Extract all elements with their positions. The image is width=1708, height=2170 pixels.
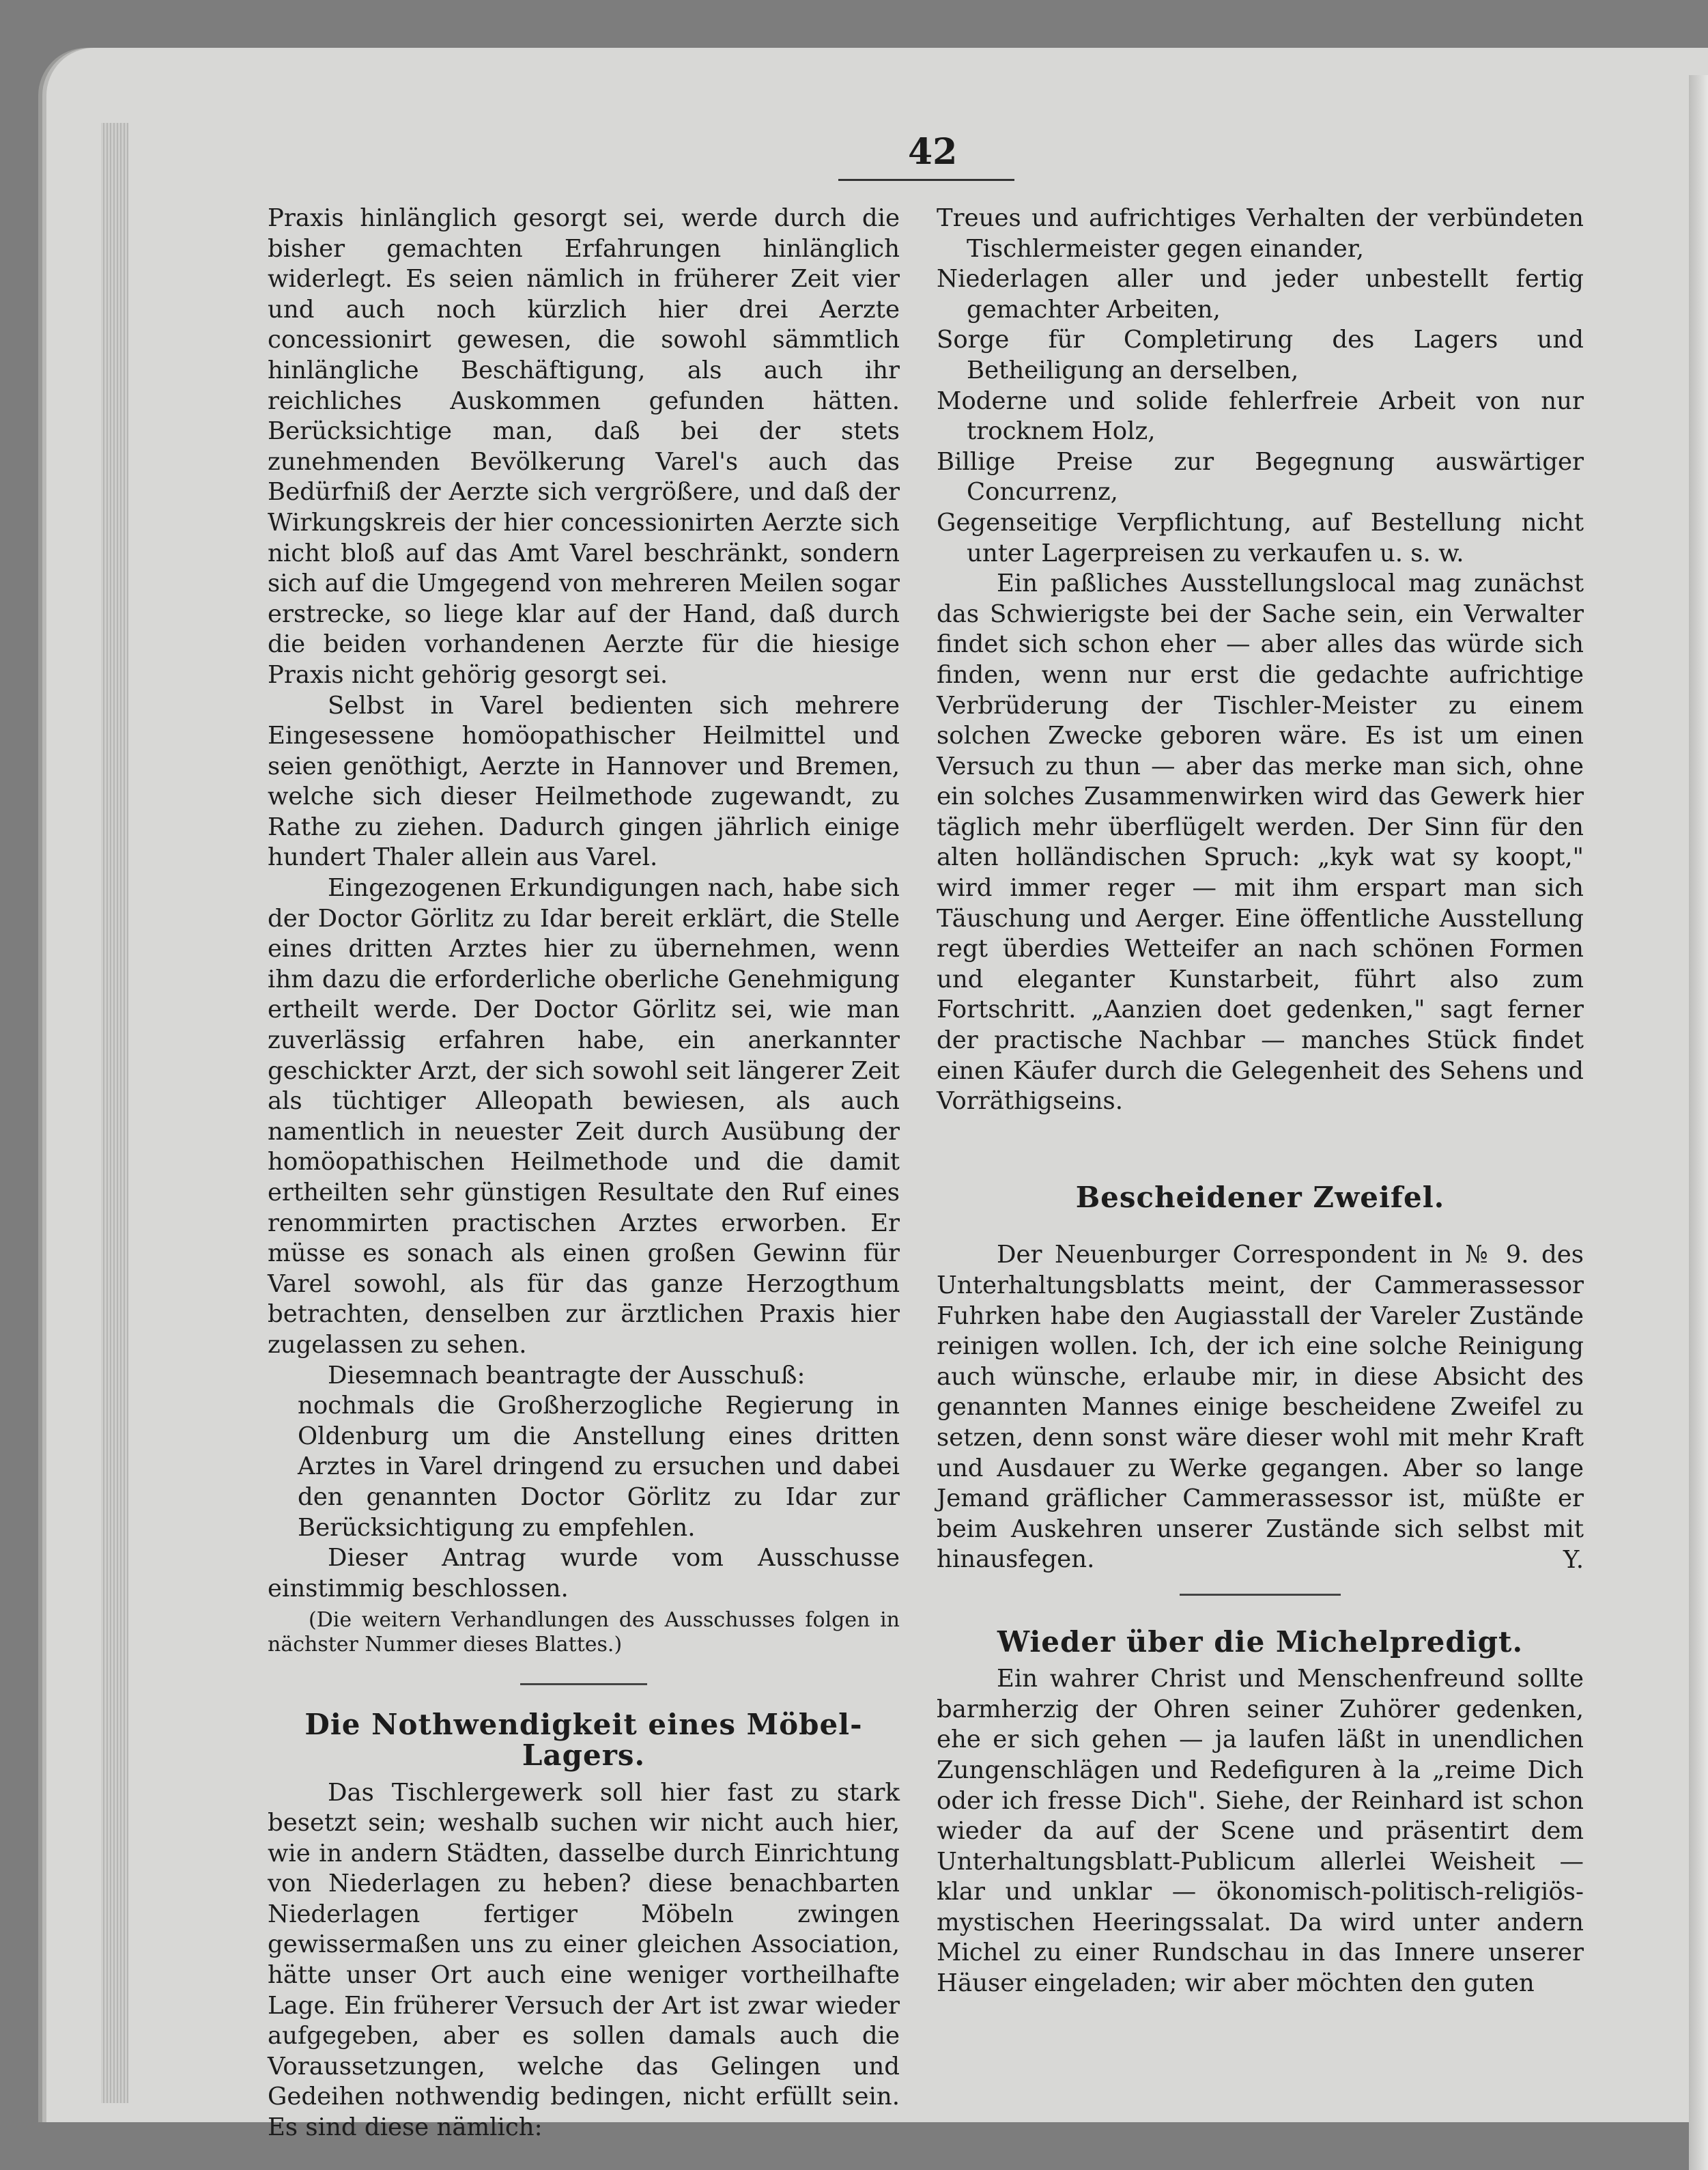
section-rule [1180, 1594, 1341, 1596]
list-item: Niederlagen aller und jeder unbestellt fertig gemachter Arbeiten, [937, 265, 1584, 324]
left-note: (Die weitern Verhandlungen des Ausschusses folgen in nächster Nummer dieses Blattes.) [268, 1608, 900, 1657]
left-motion: nochmals die Großherzogliche Regierung in Oldenburg um die Anstellung eines dritten Arztes in Varel dringend zu ersuchen und dabei den genannten Doctor Görlitz zu Idar zur Berücksichtigung zu empfehlen. [298, 1392, 900, 1542]
heading-moebel-lager: Die Nothwendigkeit eines Möbel-Lagers. [304, 1708, 863, 1772]
left-paragraph-1: Praxis hinlänglich gesorgt sei, werde durch die bisher gemachten Erfahrungen hinlänglich widerlegt. Es seien nämlich in früherer Zeit vier und auch noch kürzlich hier drei Aerzte concessionirt gewesen, die sowohl sämmtlich hinlängliche Beschäftigung, als auch ihr reichliches Auskommen gefunden hätten. Berücksichtige man, daß bei der stets zunehmenden Bevölkerung Varel's auch das Bedürfniß der Aerzte sich vergrößere, und daß der Wirkungskreis der hier concessionirten Aerzte sich nicht bloß auf das Amt Varel beschränkt, sondern sich auf die Umgegend von mehreren Meilen sogar erstrecke, so liege klar auf der Hand, daß durch die beiden vorhandenen Aerzte für die hiesige Praxis nicht gehörig gesorgt sei. [268, 204, 900, 689]
heading-michelpredigt: Wieder über die Michelpredigt. [997, 1624, 1524, 1659]
list-item: Moderne und solide fehlerfreie Arbeit von nur trocknem Holz, [937, 386, 1584, 446]
left-paragraph-2: Selbst in Varel bedienten sich mehrere Eingesessene homöopathischer Heilmittel und seien genöthigt, Aerzte in Hannover und Bremen, welche sich dieser Heilmethode zugewandt, zu Rathe zu ziehen. Dadurch gingen jährlich einige hundert Thaler allein aus Varel. [268, 691, 900, 872]
binding-edge [1689, 75, 1708, 2170]
right-paragraph-3: Ein wahrer Christ und Menschenfreund sollte barmherzig der Ohren seiner Zuhörer gedenken, ehe er sich gehen — ja laufen läßt in unendlichen Zungenschlägen und Redefiguren à la „reime Dich oder ich fresse Dich". Siehe, der Reinhard ist schon wieder da auf der Scene und präsentirt dem Unterhaltungsblatt-Publicum allerlei Weisheit — klar und unklar — ökonomisch-politisch-religiös-mystischen Heeringssalat. Da wird unter andern Michel zu einer Rundschau in das Innere unserer Häuser eingeladen; wir aber möchten den guten [937, 1665, 1584, 1998]
heading-bescheidener-zweifel: Bescheidener Zweifel. [1075, 1180, 1445, 1214]
signature: Y. [1563, 1545, 1584, 1574]
right-column [937, 203, 1584, 1999]
header-rule [838, 179, 1014, 181]
left-paragraph-3: Eingezogenen Erkundigungen nach, habe sich der Doctor Görlitz zu Idar bereit erklärt, die Stelle eines dritten Arztes hier zu übernehmen, wenn ihm dazu die erforderliche oberliche Genehmigung ertheilt werde. Der Doctor Görlitz sei, wie man zuverlässig erfahren habe, ein anerkannter geschickter Arzt, der sich sowohl seit längerer Zeit als tüchtiger Alleopath bewiesen, als auch namentlich in neuester Zeit durch Ausübung der homöopathischen Heilmethode und die damit ertheilten sehr günstigen Resultate den Ruf eines renommirten practischen Arztes erworben. Er müsse es sonach als einen großen Gewinn für Varel sowohl, als für das ganze Herzogthum betrachten, denselben zur ärztlichen Praxis hier zugelassen zu sehen. [268, 874, 900, 1359]
right-paragraph-2: Der Neuenburger Correspondent in № 9. des Unterhaltungsblatts meint, der Cammerassessor Fuhrken habe den Augiasstall der Vareler Zustände reinigen wollen. Ich, der ich eine solche Reinigung auch wünsche, erlaube mir, in diese Absicht des genannten Mannes einige bescheidene Zweifel zu setzen, denn sonst wäre dieser wohl mit mehr Kraft und Ausdauer zu Werke gegangen. Aber so lange Jemand gräflicher Cammerassessor ist, müßte er beim Auskehren unserer Zustände sich selbst mit hinausfegen. [937, 1241, 1584, 1574]
page-number: 42 [908, 131, 958, 173]
list-item: Gegenseitige Verpflichtung, auf Bestellung nicht unter Lagerpreisen zu verkaufen u. s. w. [937, 508, 1584, 567]
right-paragraph-1: Ein paßliches Ausstellungslocal mag zunächst das Schwierigste bei der Sache sein, ein Verwalter findet sich schon eher — aber alles das würde sich finden, wenn nur erst die gedachte aufrichtige Verbrüderung der Tischler-Meister zu einem solchen Zwecke geboren wäre. Es ist um einen Versuch zu thun — aber das merke man sich, ohne ein solches Zusammenwirken wird das Gewerk hier täglich mehr überflügelt werden. Der Sinn für den alten holländischen Spruch: „kyk wat sy koopt," wird immer reger — mit ihm erspart man sich Täuschung und Aerger. Eine öffentliche Ausstellung regt überdies Wetteifer an nach schönen Formen und eleganter Kunstarbeit, führt also zum Fortschritt. „Aanzien doet gedenken," sagt ferner der practische Nachbar — manches Stück findet einen Käufer durch die Gelegenheit des Sehens und Vorräthigseins. [937, 569, 1584, 1116]
left-paragraph-7: Das Tischlergewerk soll hier fast zu stark besetzt sein; weshalb suchen wir nicht auch hier, wie in andern Städten, dasselbe durch Einrichtung von Niederlagen zu heben? diese benachbarten Niederlagen fertiger Möbeln zwingen gewissermaßen uns zu einer gleichen Association, hätte unser Ort auch eine weniger vortheilhafte Lage. Ein früherer Versuch der Art ist zwar wieder aufgegeben, aber es sollen damals auch die Voraussetzungen, welche das Gelingen und Gedeihen nothwendig bedingen, nicht erfüllt sein. Es sind diese nämlich: [268, 1778, 900, 2142]
section-rule [520, 1683, 647, 1685]
left-column [268, 203, 900, 2143]
left-paragraph-6: Dieser Antrag wurde vom Ausschusse einstimmig beschlossen. [268, 1544, 900, 1603]
list-item: Sorge für Completirung des Lagers und Betheiligung an derselben, [937, 326, 1584, 384]
page-edge-stack [101, 123, 128, 2103]
left-paragraph-4: Diesemnach beantragte der Ausschuß: [328, 1361, 806, 1390]
list-item: Treues und aufrichtiges Verhalten der verbündeten Tischlermeister gegen einander, [937, 204, 1584, 263]
list-item: Billige Preise zur Begegnung auswärtiger Concurrenz, [937, 447, 1584, 507]
